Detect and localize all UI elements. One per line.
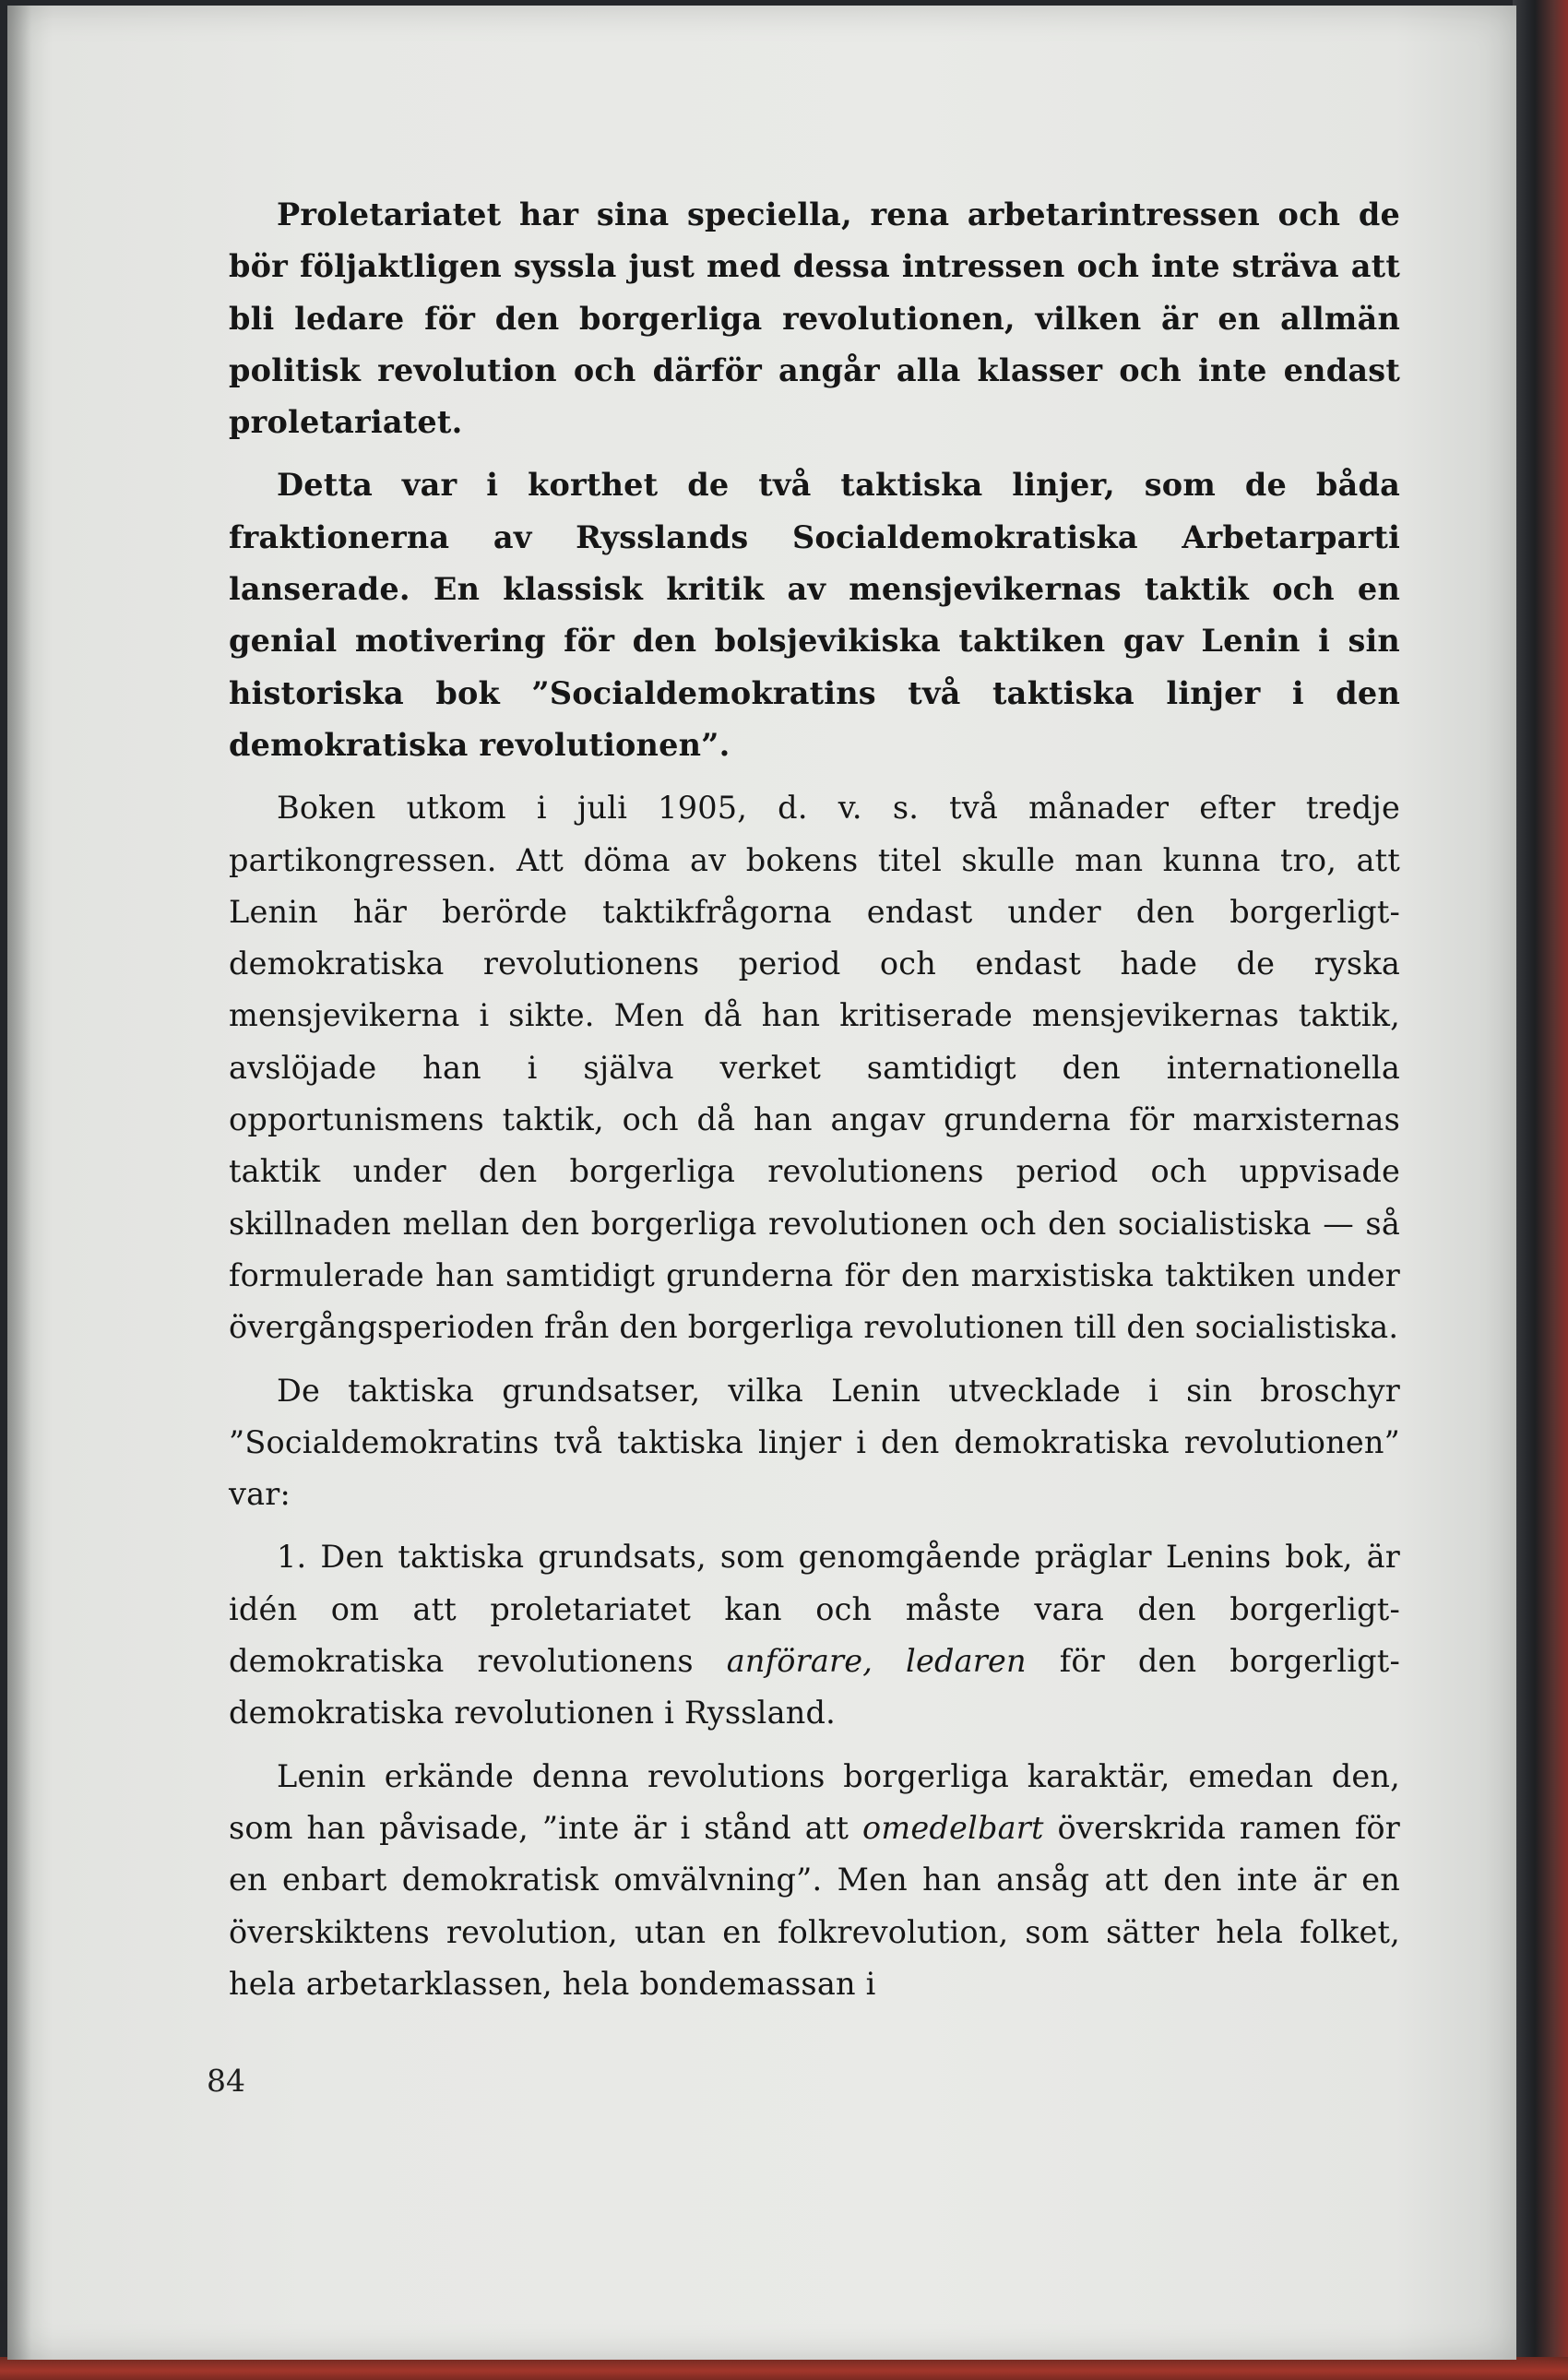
paragraph-3-text: Boken utkom i juli 1905, d. v. s. två månader efter tredje partikongressen. Att döma av bokens titel skulle man kunna tro, att Lenin här berörde taktikfrågorna endast under den borgerligt-demokratiska revolutionens period och endast hade de ryska mensjevikerna i sikte. Men då han kritiserade mensjevikernas taktik, avslöjade han i själva verket samtidigt den internationella opportunismens taktik, och då han angav grunderna för marxisternas taktik under den borgerliga revolutionens period och uppvisade skillnaden mellan den borgerliga revolutionen och den socialistiska — så formulerade han samtidigt grunderna för den marxistiska taktiken under övergångsperioden från den borgerliga revolutionen till den socialistiska.	[229, 790, 1400, 1346]
paragraph-6-text-b: överskrida ramen för en enbart demokratisk omvälvning”. Men han ansåg att den inte är en överskiktens revolution, utan en folkrevolution, som sätter hela folket, hela arbetarklassen, hela bondemassan i	[229, 1809, 1401, 2002]
paragraph-4-text: De taktiska grundsatser, vilka Lenin utvecklade i sin broschyr ”Socialdemokratins två taktiska linjer i den demokratiska revolutionen” var:	[229, 1372, 1400, 1513]
paragraph-3	[229, 782, 1400, 1353]
page-body-text	[229, 189, 1400, 2010]
page-gutter-shadow	[7, 6, 31, 2360]
paragraph-6	[229, 1751, 1400, 2010]
paragraph-6-text-a: Lenin erkände denna revolutions borgerliga karaktär, emedan den, som han påvisade, ”inte är i stånd att	[229, 1757, 1400, 1846]
page-number: 84	[207, 2063, 245, 2099]
paragraph-2-text: Detta var i korthet de två taktiska linjer, som de båda fraktionerna av Rysslands Socialdemokratiska Arbetarparti lanserade. En klassisk kritik av mensjevikernas taktik och en genial motivering för den bolsjevikiska taktiken gav Lenin i sin historiska bok ”Socialdemokratins två taktiska linjer i den demokratiska revolutionen”.	[229, 467, 1400, 763]
paragraph-5-text-b: för den borgerligt-demokratiska revolutionen i Ryssland.	[229, 1643, 1400, 1731]
paragraph-5-emphasis: anförare, ledaren	[726, 1643, 1027, 1680]
paragraph-2	[229, 459, 1400, 771]
paragraph-1-text: Proletariatet har sina speciella, rena arbetarintressen och de bör följaktligen syssla just med dessa intressen och inte sträva att bli ledare för den borgerliga revolutionen, vilken är en allmän politisk revolution och därför angår alla klasser och inte endast proletariatet.	[229, 196, 1400, 441]
paragraph-5-text-a: 1. Den taktiska grundsats, som genomgående präglar Lenins bok, är idén om att proletariatet kan och måste vara den borgerligt-demokratiska revolutionens	[229, 1539, 1400, 1680]
paragraph-4	[229, 1365, 1400, 1521]
paragraph-5	[229, 1531, 1400, 1739]
paragraph-1	[229, 189, 1400, 448]
book-cover-bottom-edge	[0, 2357, 1568, 2380]
paragraph-6-emphasis: omedelbart	[862, 1809, 1044, 1846]
book-cover-edge	[1513, 0, 1568, 2380]
